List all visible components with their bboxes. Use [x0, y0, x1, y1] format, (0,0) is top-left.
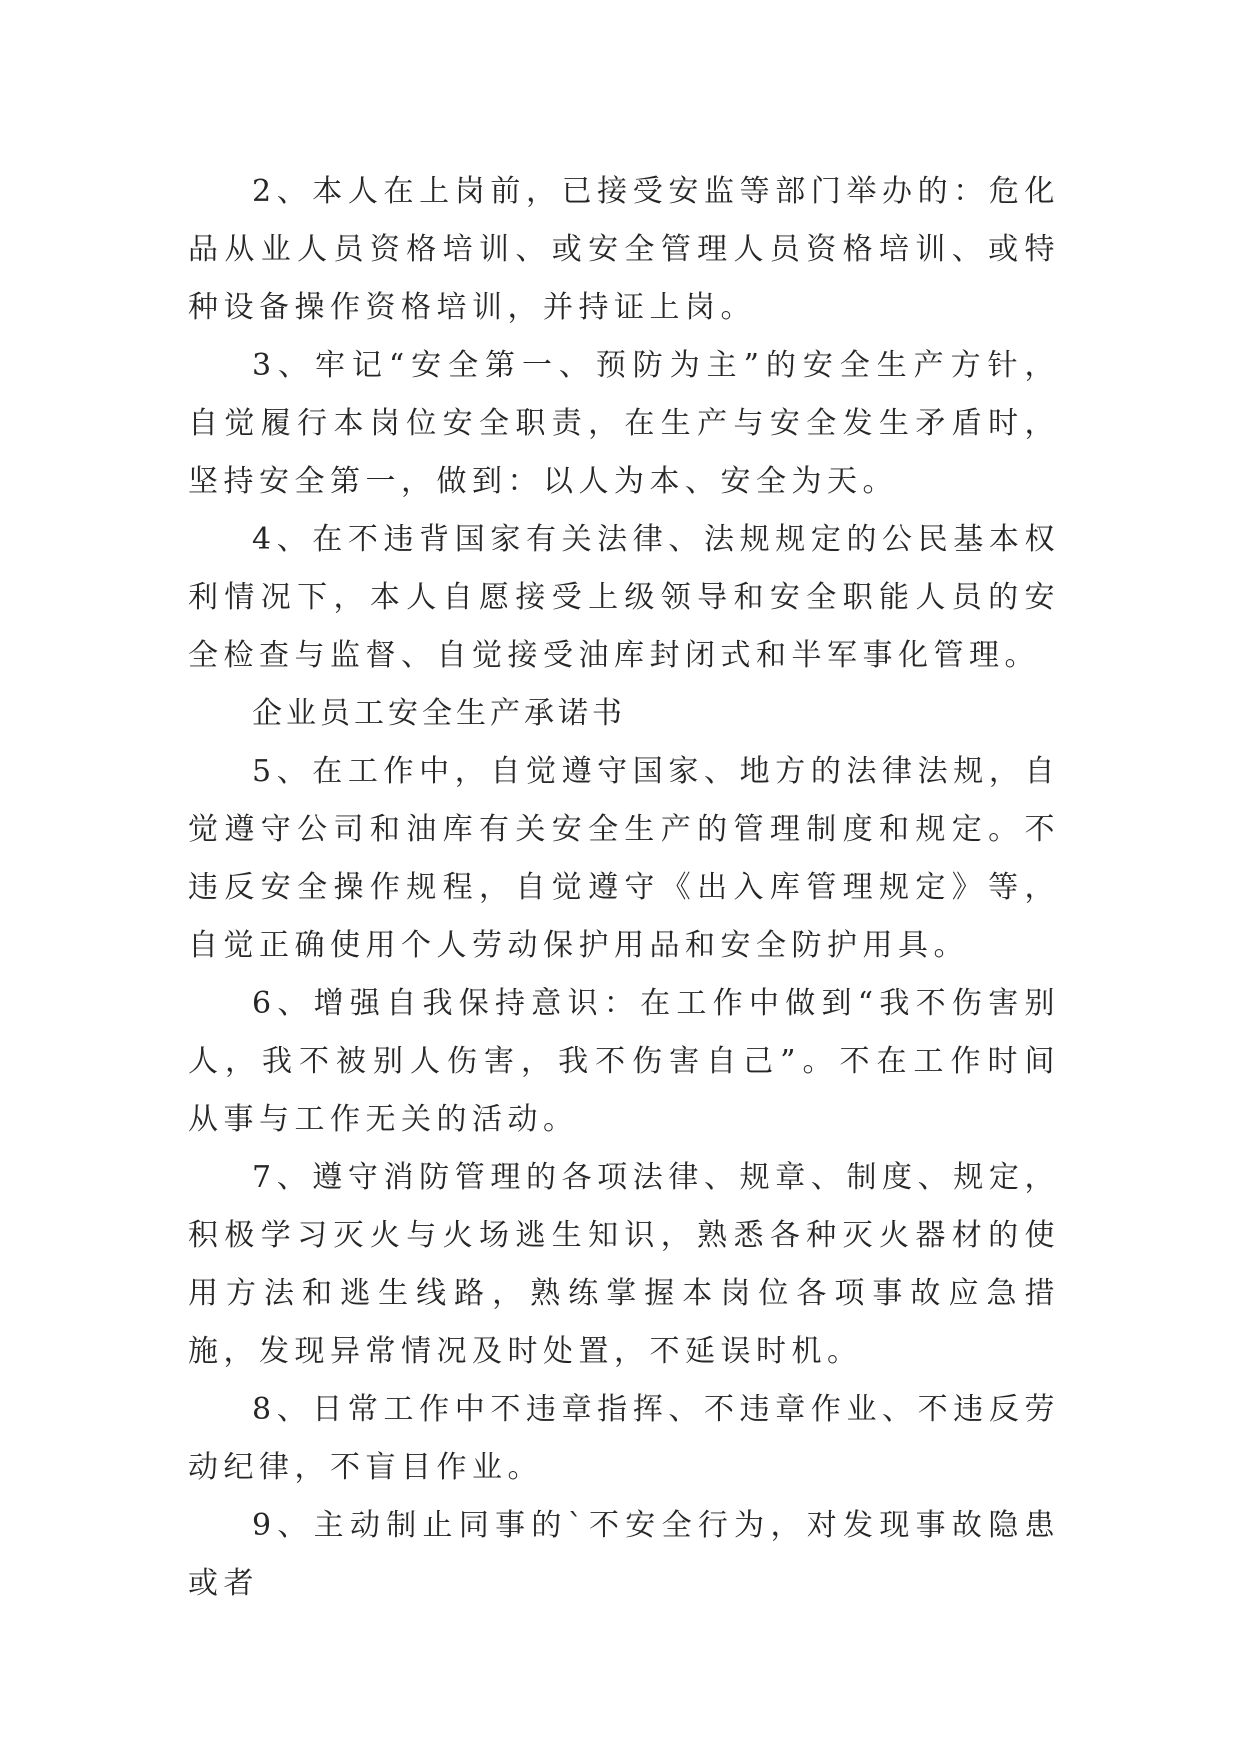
paragraph-4: 4、在不违背国家有关法律、法规规定的公民基本权利情况下，本人自愿接受上级领导和安全职能人员的安全检查与监督、自觉接受油库封闭式和半军事化管理。 — [188, 522, 1060, 673]
paragraph-6: 6、增强自我保持意识：在工作中做到“我不伤害别人，我不被别人伤害，我不伤害自己”。不在工作时间从事与工作无关的活动。 — [188, 986, 1060, 1137]
section-heading: 企业员工安全生产承诺书 — [252, 696, 626, 731]
document-body — [188, 163, 1060, 1613]
paragraph-8: 8、日常工作中不违章指挥、不违章作业、不违反劳动纪律，不盲目作业。 — [188, 1392, 1060, 1485]
paragraph-9: 9、主动制止同事的`不安全行为，对发现事故隐患或者 — [188, 1508, 1060, 1601]
paragraph-7: 7、遵守消防管理的各项法律、规章、制度、规定，积极学习灭火与火场逃生知识，熟悉各种灭火器材的使用方法和逃生线路，熟练掌握本岗位各项事故应急措施，发现异常情况及时处置，不延误时机。 — [188, 1160, 1060, 1369]
paragraph-3: 3、牢记“安全第一、预防为主”的安全生产方针，自觉履行本岗位安全职责，在生产与安全发生矛盾时，坚持安全第一，做到：以人为本、安全为天。 — [188, 348, 1060, 499]
paragraph-2: 2、本人在上岗前，已接受安监等部门举办的：危化品从业人员资格培训、或安全管理人员资格培训、或特种设备操作资格培训，并持证上岗。 — [188, 174, 1060, 325]
paragraph-5: 5、在工作中，自觉遵守国家、地方的法律法规，自觉遵守公司和油库有关安全生产的管理制度和规定。不违反安全操作规程，自觉遵守《出入库管理规定》等，自觉正确使用个人劳动保护用品和安全防护用具。 — [188, 754, 1060, 963]
